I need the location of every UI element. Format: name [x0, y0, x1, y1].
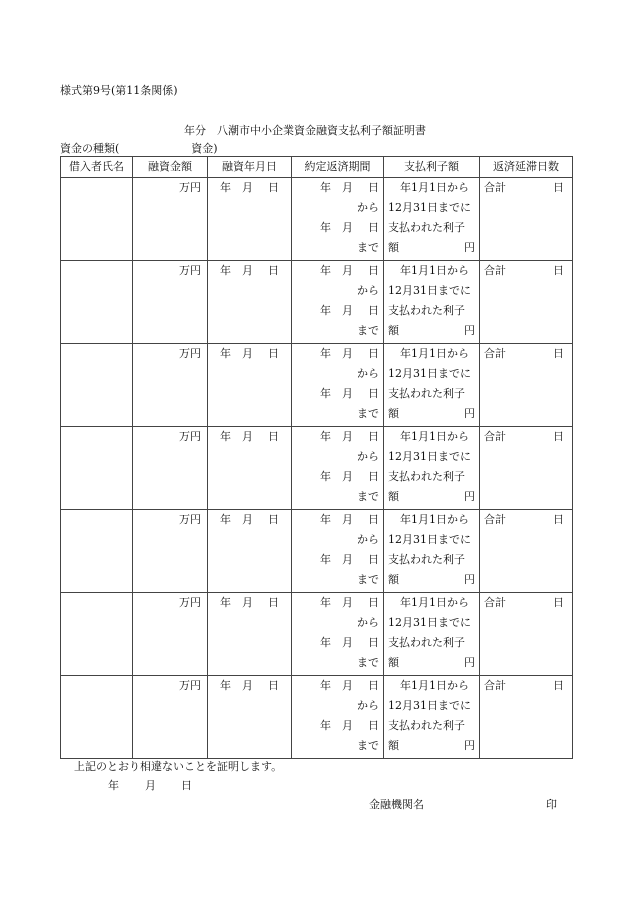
loan-year: 年	[220, 347, 231, 360]
period-end-year: 年	[320, 553, 331, 566]
interest-line4	[384, 321, 479, 341]
period-end	[292, 218, 383, 238]
period-end	[292, 550, 383, 570]
delay-label: 合計	[484, 264, 506, 277]
delay-unit: 日	[553, 513, 564, 526]
delay-label: 合計	[484, 347, 506, 360]
period-from: から	[357, 699, 379, 712]
period-from: から	[357, 367, 379, 380]
loan-month: 月	[242, 679, 253, 692]
interest-line3: 支払われた利子	[388, 636, 465, 649]
interest-line1: 年1月1日から	[400, 679, 469, 692]
period-start-year: 年	[320, 264, 331, 277]
delay-unit: 日	[553, 347, 564, 360]
period-start-year: 年	[320, 430, 331, 443]
amount-cell	[133, 261, 208, 344]
loan-date-cell	[208, 178, 292, 261]
amount-cell	[133, 510, 208, 593]
table-row	[61, 510, 573, 593]
interest-line4	[384, 487, 479, 507]
period-start	[292, 261, 383, 281]
interest-line1: 年1月1日から	[400, 513, 469, 526]
interest-amount-unit: 円	[464, 573, 475, 586]
period-end	[292, 716, 383, 736]
delay-cell	[480, 261, 573, 344]
period-start-month: 月	[342, 679, 353, 692]
amount-unit: 万円	[179, 679, 201, 692]
interest-amount-unit: 円	[464, 241, 475, 254]
loan-day: 日	[268, 347, 279, 360]
interest-amount-unit: 円	[464, 739, 475, 752]
interest-cell	[384, 593, 480, 676]
interest-line3: 支払われた利子	[388, 553, 465, 566]
cert-month: 月	[145, 779, 156, 792]
interest-line4	[384, 653, 479, 673]
cert-year: 年	[108, 779, 119, 792]
interest-amount-label: 額	[388, 407, 399, 420]
period-start-year: 年	[320, 679, 331, 692]
interest-line3: 支払われた利子	[388, 719, 465, 732]
period-from: から	[357, 201, 379, 214]
period-start-day: 日	[368, 513, 379, 526]
period-start-month: 月	[342, 513, 353, 526]
delay-label: 合計	[484, 513, 506, 526]
period-start-day: 日	[368, 679, 379, 692]
interest-line1: 年1月1日から	[400, 430, 469, 443]
interest-line4	[384, 736, 479, 756]
table-header-row	[61, 157, 573, 178]
period-end-year: 年	[320, 221, 331, 234]
period-start	[292, 344, 383, 364]
delay-unit: 日	[553, 679, 564, 692]
loan-day: 日	[268, 596, 279, 609]
amount-unit: 万円	[179, 513, 201, 526]
period-end-year: 年	[320, 387, 331, 400]
interest-line2: 12月31日までに	[388, 699, 471, 712]
delay-label: 合計	[484, 181, 506, 194]
interest-amount-label: 額	[388, 241, 399, 254]
amount-unit: 万円	[179, 596, 201, 609]
period-start-day: 日	[368, 264, 379, 277]
period-end-month: 月	[342, 304, 353, 317]
header-loan-date: 融資年月日	[208, 157, 292, 178]
interest-amount-unit: 円	[464, 407, 475, 420]
period-end-day: 日	[368, 553, 379, 566]
delay-unit: 日	[553, 264, 564, 277]
fund-type-suffix: 資金)	[191, 142, 218, 155]
delay-total	[480, 178, 572, 198]
period-cell	[292, 344, 384, 427]
delay-cell	[480, 676, 573, 759]
period-end-day: 日	[368, 221, 379, 234]
interest-amount-unit: 円	[464, 656, 475, 669]
loan-year: 年	[220, 596, 231, 609]
interest-cell	[384, 261, 480, 344]
loan-month: 月	[242, 347, 253, 360]
interest-amount-label: 額	[388, 324, 399, 337]
delay-cell	[480, 510, 573, 593]
delay-total	[480, 427, 572, 447]
period-cell	[292, 593, 384, 676]
period-start	[292, 427, 383, 447]
borrower-cell	[61, 676, 133, 759]
period-until: まで	[357, 490, 379, 503]
loan-month: 月	[242, 264, 253, 277]
table-row	[61, 261, 573, 344]
delay-total	[480, 593, 572, 613]
interest-line2: 12月31日までに	[388, 201, 471, 214]
header-delay: 返済延滞日数	[480, 157, 573, 178]
header-amount: 融資金額	[133, 157, 208, 178]
period-end-day: 日	[368, 304, 379, 317]
period-start-year: 年	[320, 181, 331, 194]
interest-line2: 12月31日までに	[388, 284, 471, 297]
period-from: から	[357, 616, 379, 629]
delay-label: 合計	[484, 596, 506, 609]
amount-unit: 万円	[179, 264, 201, 277]
period-until: まで	[357, 656, 379, 669]
period-end-year: 年	[320, 470, 331, 483]
period-until: まで	[357, 241, 379, 254]
interest-amount-label: 額	[388, 656, 399, 669]
cert-day: 日	[181, 779, 192, 792]
interest-line2: 12月31日までに	[388, 450, 471, 463]
loan-year: 年	[220, 679, 231, 692]
interest-cell	[384, 510, 480, 593]
interest-line4	[384, 238, 479, 258]
period-end-month: 月	[342, 387, 353, 400]
period-end-year: 年	[320, 636, 331, 649]
loan-date-cell	[208, 676, 292, 759]
period-start-month: 月	[342, 181, 353, 194]
period-cell	[292, 427, 384, 510]
amount-unit: 万円	[179, 430, 201, 443]
loan-month: 月	[242, 181, 253, 194]
period-end-day: 日	[368, 387, 379, 400]
period-end-month: 月	[342, 636, 353, 649]
loan-day: 日	[268, 513, 279, 526]
interest-line2: 12月31日までに	[388, 367, 471, 380]
bank-name-label: 金融機関名	[369, 798, 424, 811]
period-end	[292, 467, 383, 487]
interest-line1: 年1月1日から	[400, 181, 469, 194]
period-cell	[292, 510, 384, 593]
form-number: 様式第9号(第11条関係)	[60, 84, 178, 97]
period-start-day: 日	[368, 430, 379, 443]
interest-amount-unit: 円	[464, 490, 475, 503]
interest-line1: 年1月1日から	[400, 347, 469, 360]
amount-unit: 万円	[179, 347, 201, 360]
period-until: まで	[357, 739, 379, 752]
loan-date-cell	[208, 261, 292, 344]
loan-day: 日	[268, 181, 279, 194]
interest-line3: 支払われた利子	[388, 470, 465, 483]
loan-year: 年	[220, 430, 231, 443]
interest-amount-label: 額	[388, 490, 399, 503]
loan-date-cell	[208, 427, 292, 510]
borrower-cell	[61, 344, 133, 427]
borrower-cell	[61, 593, 133, 676]
table-row	[61, 178, 573, 261]
period-until: まで	[357, 407, 379, 420]
interest-line4	[384, 404, 479, 424]
period-start	[292, 676, 383, 696]
amount-cell	[133, 344, 208, 427]
period-start	[292, 178, 383, 198]
delay-unit: 日	[553, 181, 564, 194]
borrower-cell	[61, 510, 133, 593]
period-end-year: 年	[320, 304, 331, 317]
interest-line3: 支払われた利子	[388, 221, 465, 234]
loan-month: 月	[242, 430, 253, 443]
amount-cell	[133, 427, 208, 510]
period-end	[292, 301, 383, 321]
interest-amount-unit: 円	[464, 324, 475, 337]
interest-line2: 12月31日までに	[388, 533, 471, 546]
delay-total	[480, 261, 572, 281]
period-end-day: 日	[368, 636, 379, 649]
delay-cell	[480, 178, 573, 261]
period-until: まで	[357, 324, 379, 337]
table-row	[61, 427, 573, 510]
period-cell	[292, 676, 384, 759]
loan-day: 日	[268, 264, 279, 277]
loan-date-cell	[208, 593, 292, 676]
period-start	[292, 510, 383, 530]
interest-line1: 年1月1日から	[400, 596, 469, 609]
period-end-day: 日	[368, 719, 379, 732]
period-end-year: 年	[320, 719, 331, 732]
period-end-month: 月	[342, 719, 353, 732]
interest-cell	[384, 178, 480, 261]
amount-cell	[133, 593, 208, 676]
period-end-month: 月	[342, 221, 353, 234]
loan-day: 日	[268, 679, 279, 692]
period-start-year: 年	[320, 596, 331, 609]
loan-month: 月	[242, 596, 253, 609]
interest-cell	[384, 344, 480, 427]
loan-year: 年	[220, 181, 231, 194]
loan-month: 月	[242, 513, 253, 526]
interest-line3: 支払われた利子	[388, 387, 465, 400]
header-interest: 支払利子額	[384, 157, 480, 178]
delay-total	[480, 344, 572, 364]
borrower-cell	[61, 427, 133, 510]
table-row	[61, 344, 573, 427]
period-from: から	[357, 284, 379, 297]
header-borrower: 借入者氏名	[61, 157, 133, 178]
delay-unit: 日	[553, 430, 564, 443]
interest-line2: 12月31日までに	[388, 616, 471, 629]
loan-year: 年	[220, 264, 231, 277]
period-start-year: 年	[320, 347, 331, 360]
amount-cell	[133, 178, 208, 261]
period-from: から	[357, 533, 379, 546]
borrower-cell	[61, 261, 133, 344]
delay-total	[480, 510, 572, 530]
period-cell	[292, 261, 384, 344]
loan-year: 年	[220, 513, 231, 526]
loan-date-cell	[208, 344, 292, 427]
period-start-month: 月	[342, 430, 353, 443]
interest-line4	[384, 570, 479, 590]
period-start-day: 日	[368, 181, 379, 194]
certification-statement: 上記のとおり相違ないことを証明します。	[74, 760, 283, 773]
period-start	[292, 593, 383, 613]
period-start-day: 日	[368, 347, 379, 360]
header-period: 約定返済期間	[292, 157, 384, 178]
delay-unit: 日	[553, 596, 564, 609]
period-end	[292, 633, 383, 653]
period-start-year: 年	[320, 513, 331, 526]
delay-cell	[480, 593, 573, 676]
certificate-table	[60, 156, 573, 759]
period-start-day: 日	[368, 596, 379, 609]
period-end	[292, 384, 383, 404]
period-until: まで	[357, 573, 379, 586]
amount-unit: 万円	[179, 181, 201, 194]
certification-date	[108, 779, 192, 793]
table-row	[61, 676, 573, 759]
delay-label: 合計	[484, 430, 506, 443]
table-row	[61, 593, 573, 676]
delay-label: 合計	[484, 679, 506, 692]
period-from: から	[357, 450, 379, 463]
fund-type-label: 資金の種類(	[60, 142, 120, 155]
period-end-month: 月	[342, 470, 353, 483]
delay-total	[480, 676, 572, 696]
amount-cell	[133, 676, 208, 759]
period-start-month: 月	[342, 596, 353, 609]
period-start-month: 月	[342, 264, 353, 277]
interest-cell	[384, 676, 480, 759]
loan-day: 日	[268, 430, 279, 443]
delay-cell	[480, 427, 573, 510]
period-cell	[292, 178, 384, 261]
interest-amount-label: 額	[388, 739, 399, 752]
document-title: 年分 八潮市中小企業資金融資支払利子額証明書	[184, 124, 426, 137]
interest-line3: 支払われた利子	[388, 304, 465, 317]
interest-line1: 年1月1日から	[400, 264, 469, 277]
interest-cell	[384, 427, 480, 510]
period-end-day: 日	[368, 470, 379, 483]
delay-cell	[480, 344, 573, 427]
seal-mark: 印	[546, 798, 557, 811]
period-start-month: 月	[342, 347, 353, 360]
loan-date-cell	[208, 510, 292, 593]
fund-type-field	[60, 142, 218, 156]
interest-amount-label: 額	[388, 573, 399, 586]
borrower-cell	[61, 178, 133, 261]
period-end-month: 月	[342, 553, 353, 566]
